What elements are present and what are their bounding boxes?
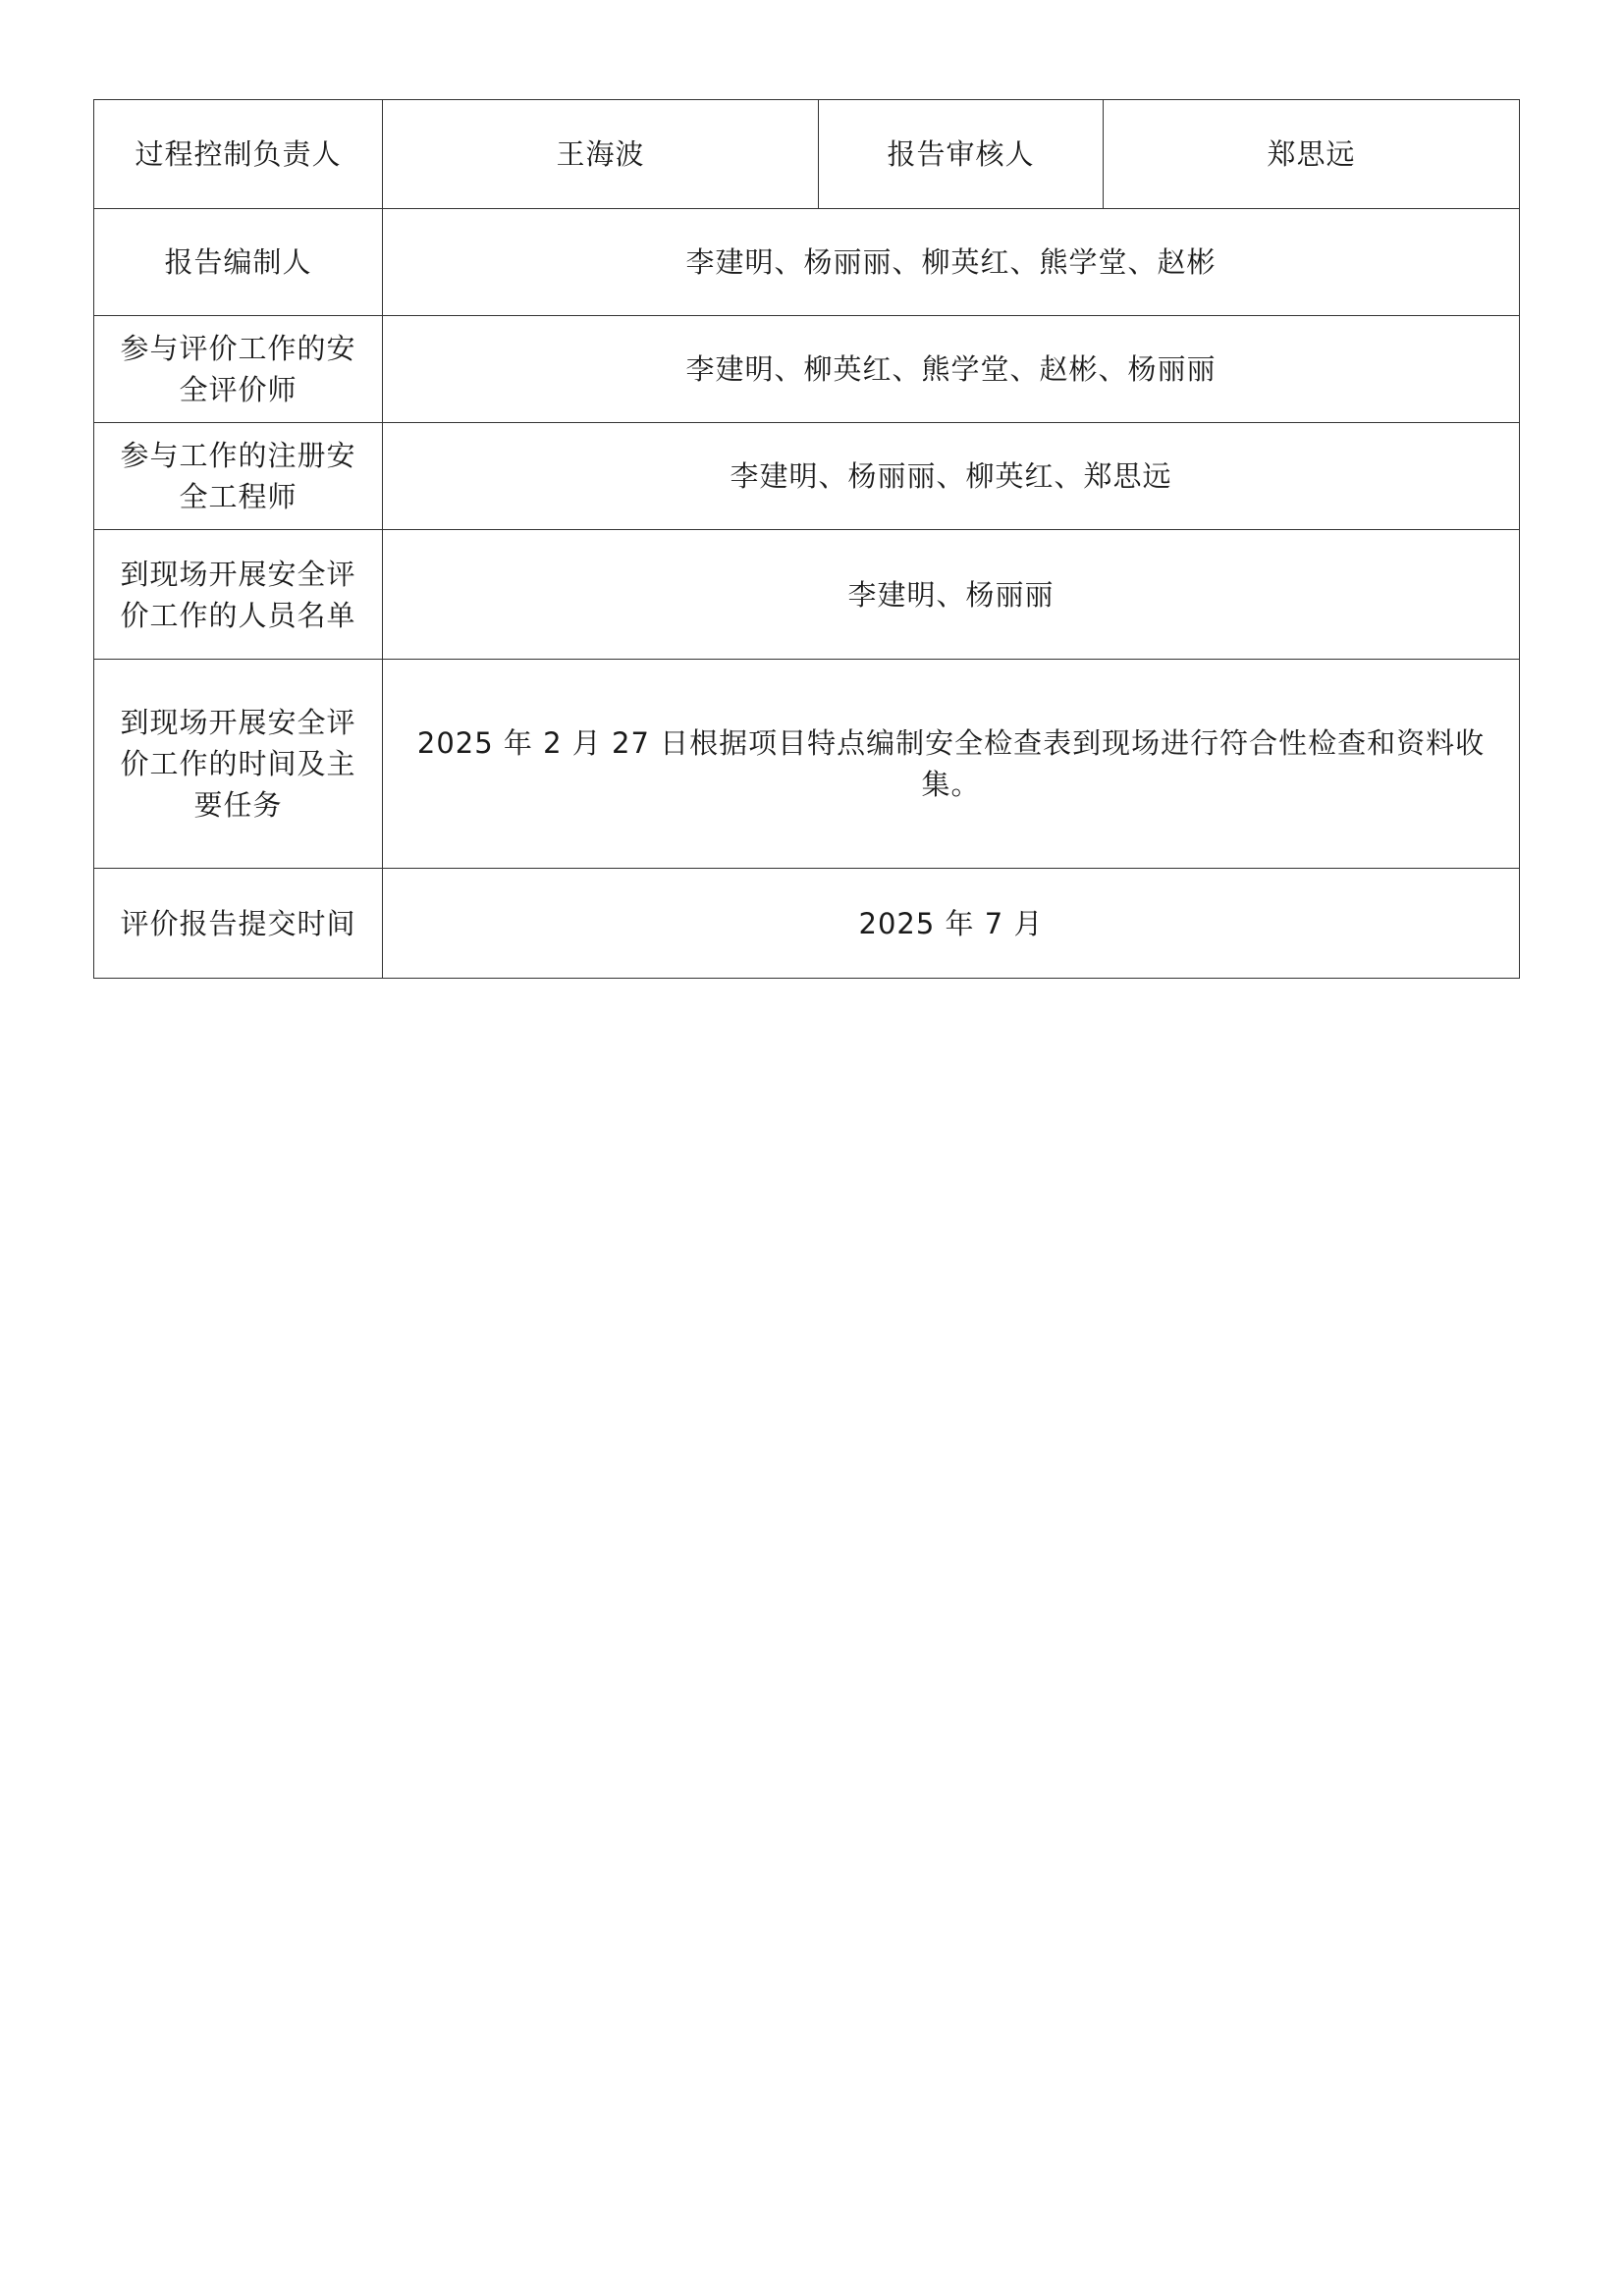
table-row [94,869,1520,979]
table-row [94,100,1520,209]
registered-engineer-value: 李建明、杨丽丽、柳英红、郑思远 [383,423,1520,530]
table-row [94,530,1520,660]
report-author-label: 报告编制人 [94,209,383,316]
report-author-value: 李建明、杨丽丽、柳英红、熊学堂、赵彬 [383,209,1520,316]
report-reviewer-value: 郑思远 [1104,100,1520,209]
submission-time-label: 评价报告提交时间 [94,869,383,979]
registered-engineer-label: 参与工作的注册安全工程师 [94,423,383,530]
submission-time-value: 2025 年 7 月 [383,869,1520,979]
safety-assessor-label: 参与评价工作的安全评价师 [94,316,383,423]
table-row [94,316,1520,423]
table-row [94,660,1520,869]
process-control-lead-label: 过程控制负责人 [94,100,383,209]
onsite-personnel-value: 李建明、杨丽丽 [383,530,1520,660]
table-row [94,423,1520,530]
safety-assessor-value: 李建明、柳英红、熊学堂、赵彬、杨丽丽 [383,316,1520,423]
onsite-personnel-label: 到现场开展安全评价工作的人员名单 [94,530,383,660]
process-control-lead-value: 王海波 [383,100,819,209]
table-row [94,209,1520,316]
onsite-time-task-value: 2025 年 2 月 27 日根据项目特点编制安全检查表到现场进行符合性检查和资料收集。 [383,660,1520,869]
onsite-time-task-label: 到现场开展安全评价工作的时间及主要任务 [94,660,383,869]
report-reviewer-label: 报告审核人 [819,100,1104,209]
evaluation-info-table [93,99,1520,979]
